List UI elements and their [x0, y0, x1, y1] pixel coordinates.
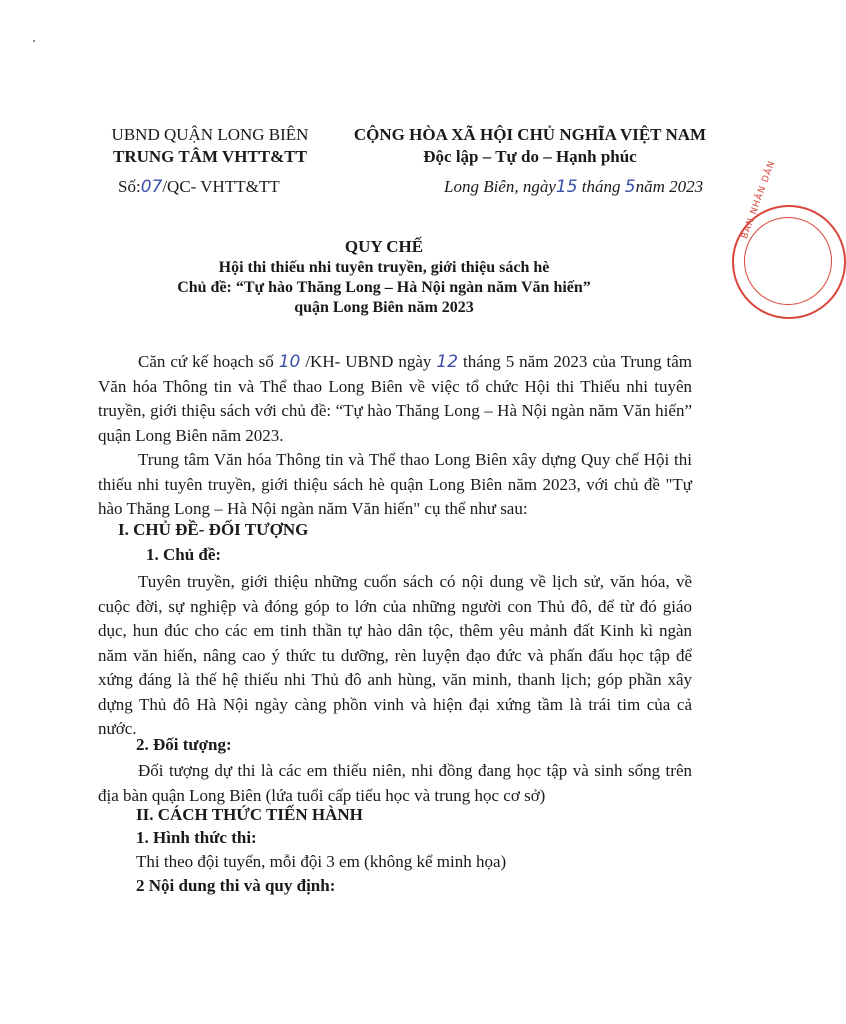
paragraph-topic: Tuyên truyền, giới thiệu những cuốn sách có nội dung về lịch sử, văn hóa, về cuộc đời, sự nghiệp và đóng góp to lớn của những người con Thủ đô, để từ đó giáo dục, hun đúc cho các em tinh thần tự hào dân tộc, thêm yêu mảnh đất Kinh kì ngàn năm văn hiến, nâng cao ý thức tu dưỡng, rèn luyện đạo đức và phấn đấu học tập để xứng đáng là thế hệ thiếu nhi Thủ đô anh hùng, văn minh, thanh lịch; góp phần xây dựng Thủ đô Hà Nội ngày càng phồn vinh và hiện đại xứng tầm là trái tim của cả nước.	[98, 572, 692, 738]
motto: Độc lập – Tự do – Hạnh phúc	[423, 147, 637, 166]
subheading-participants: 2. Đối tượng:	[136, 735, 232, 754]
date-place: Long Biên, ngày	[444, 177, 556, 196]
section-heading-1: I. CHỦ ĐỀ- ĐỐI TƯỢNG	[118, 520, 309, 539]
paragraph-format: Thi theo đội tuyển, mỗi đội 3 em (không kể minh họa)	[136, 852, 507, 871]
national-motto	[345, 124, 715, 168]
title-line3: Chủ đề: “Tự hào Thăng Long – Hà Nội ngàn năm Văn hiến”	[177, 279, 591, 296]
title-line2: Hội thi thiếu nhi tuyên truyền, giới thiệu sách hè	[218, 259, 550, 276]
scan-speck	[33, 40, 35, 42]
country-name: CỘNG HÒA XÃ HỘI CHỦ NGHĨA VIỆT NAM	[353, 125, 707, 144]
title-main: QUY CHẾ	[344, 237, 424, 256]
agency-name: TRUNG TÂM VHTT&TT	[113, 147, 307, 166]
document-number	[118, 177, 280, 197]
plan-number-handwritten: 10	[278, 352, 301, 372]
date-month-label: tháng	[581, 177, 621, 196]
para1-b: /KH- UBND ngày	[305, 352, 432, 371]
official-seal	[732, 159, 846, 319]
ref-prefix: Số:	[118, 177, 141, 196]
agency-parent: UBND QUẬN LONG BIÊN	[111, 125, 309, 144]
document-title	[100, 237, 668, 318]
subheading-content-rules: 2 Nội dung thi và quy định:	[136, 876, 336, 895]
date-month-handwritten: 5	[624, 177, 636, 197]
seal-inner-ring	[744, 217, 832, 305]
title-line4: quận Long Biên năm 2023	[294, 299, 474, 316]
ref-number-handwritten: 07	[140, 177, 163, 197]
paragraph-basis	[98, 350, 692, 448]
date-day-handwritten: 15	[555, 177, 578, 197]
date-year: năm 2023	[635, 177, 704, 196]
issuing-agency	[90, 124, 330, 168]
subheading-format: 1. Hình thức thi:	[136, 828, 257, 847]
section-heading-2: II. CÁCH THỨC TIẾN HÀNH	[136, 805, 363, 824]
date-line	[444, 177, 703, 197]
subheading-topic: 1. Chủ đề:	[146, 545, 222, 564]
plan-day-handwritten: 12	[436, 352, 459, 372]
paragraph-intro: Trung tâm Văn hóa Thông tin và Thể thao Long Biên xây dựng Quy chế Hội thi thiếu nhi tuyên truyền, giới thiệu sách hè quận Long Biên năm 2023, với chủ đề "Tự hào Thăng Long – Hà Nội ngàn năm Văn hiến" cụ thể như sau:	[98, 450, 692, 518]
paragraph-participants: Đối tượng dự thi là các em thiếu niên, nhi đồng đang học tập và sinh sống trên địa bàn quận Long Biên (lứa tuổi cấp tiểu học và trung học cơ sở)	[98, 761, 692, 805]
ref-suffix: /QC- VHTT&TT	[162, 177, 280, 196]
para1-a: Căn cứ kế hoạch số	[138, 352, 274, 371]
para1-c: tháng 5 năm 2023 của Trung tâm Văn hóa Thông tin và Thể thao Long Biên về việc tổ chức Hội thi Thiếu nhi tuyên truyền, giới thiệu sách với chủ đề: “Tự hào Thăng Long – Hà Nội ngàn năm Văn hiến” quận Long Biên năm 2023.	[98, 352, 693, 445]
seal-text: BAN NHÂN DÂN	[740, 159, 778, 241]
